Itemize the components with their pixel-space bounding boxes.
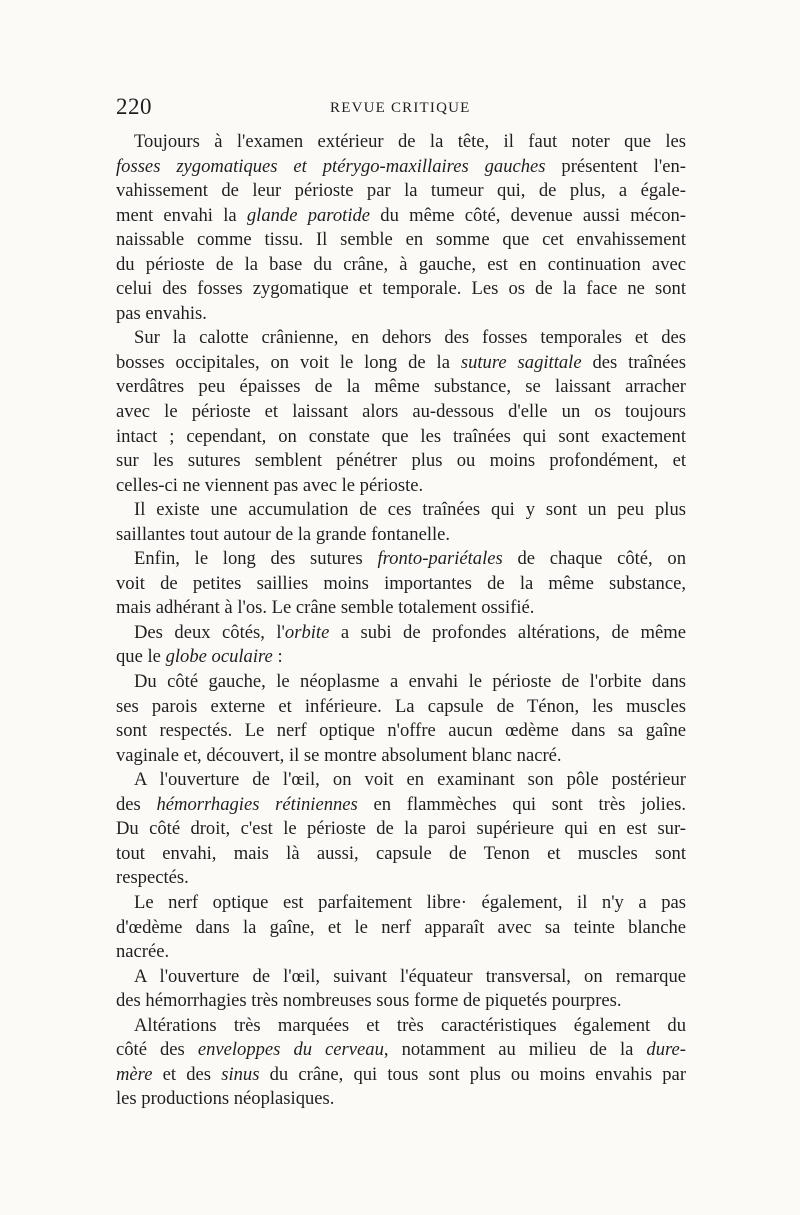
text-line: celles-ci ne viennent pas avec le périoste.: [116, 474, 424, 496]
text-line: Le nerf optique est parfaitement libre· également, il n'y a pas: [134, 891, 686, 913]
running-head: REVUE CRITIQUE: [330, 100, 471, 116]
text-line: mais adhérant à l'os. Le crâne semble totalement ossifié.: [116, 597, 535, 619]
text-line: fosses zygomatiques et ptérygo-maxillaires gauches présentent l'en-: [116, 155, 686, 177]
text-line: Toujours à l'examen extérieur de la tête, il faut noter que les: [134, 131, 686, 152]
text-line: verdâtres peu épaisses de la même substance, se laissant arracher: [116, 376, 686, 398]
text-line: du périoste de la base du crâne, à gauche, est en continuation avec: [116, 253, 686, 275]
text-line: nacrée.: [116, 941, 170, 963]
text-line: voit de petites saillies moins importantes de la même substance,: [116, 572, 686, 594]
text-line: Il existe une accumulation de ces traînées qui y sont un peu plus: [134, 499, 686, 521]
text-line: les productions néoplasiques.: [116, 1088, 335, 1110]
page-number: 220: [116, 94, 152, 119]
text-line: tout envahi, mais là aussi, capsule de Tenon et muscles sont: [116, 842, 686, 864]
text-line: Sur la calotte crânienne, en dehors des fosses temporales et des: [134, 327, 686, 349]
text-line: d'œdème dans la gaîne, et le nerf apparaît avec sa teinte blanche: [116, 916, 686, 938]
body-text: [116, 130, 686, 1112]
text-line: A l'ouverture de l'œil, suivant l'équateur transversal, on remarque: [134, 965, 686, 987]
text-line: vaginale et, découvert, il se montre absolument blanc nacré.: [116, 744, 562, 766]
text-line: Du côté gauche, le néoplasme a envahi le périoste de l'orbite dans: [134, 671, 686, 693]
text-line: intact ; cependant, on constate que les traînées qui sont exactement: [116, 425, 686, 447]
text-line: ses parois externe et inférieure. La capsule de Ténon, les muscles: [116, 695, 686, 717]
text-line: que le globe oculaire :: [116, 646, 283, 668]
text-line: mère et des sinus du crâne, qui tous sont plus ou moins envahis par: [116, 1063, 687, 1085]
text-line: celui des fosses zygomatique et temporale. Les os de la face ne sont: [116, 278, 686, 300]
text-line: côté des enveloppes du cerveau, notamment au milieu de la dure-: [116, 1039, 686, 1061]
text-line: vahissement de leur périoste par la tumeur qui, de plus, a égale-: [116, 180, 686, 202]
text-line: Du côté droit, c'est le périoste de la paroi supérieure qui en est sur-: [116, 818, 686, 840]
text-line: Enfin, le long des sutures fronto-pariétales de chaque côté, on: [134, 548, 686, 570]
text-line: ment envahi la glande parotide du même côté, devenue aussi mécon-: [116, 204, 687, 226]
text-line: respectés.: [116, 867, 189, 889]
text-line: des hémorrhagies rétiniennes en flammèches qui sont très jolies.: [116, 793, 686, 815]
text-line: Des deux côtés, l'orbite a subi de profondes altérations, de même: [134, 621, 686, 643]
text-line: sur les sutures semblent pénétrer plus ou moins profondément, et: [116, 450, 686, 472]
text-line: bosses occipitales, on voit le long de la suture sagittale des traînées: [116, 351, 686, 373]
text-line: naissable comme tissu. Il semble en somme que cet envahissement: [116, 229, 686, 251]
text-line: A l'ouverture de l'œil, on voit en examinant son pôle postérieur: [134, 769, 686, 791]
text-line: pas envahis.: [116, 302, 207, 324]
page-header: [116, 94, 686, 124]
text-line: Altérations très marquées et très caractéristiques également du: [134, 1014, 686, 1036]
text-line: des hémorrhagies très nombreuses sous forme de piquetés pourpres.: [116, 990, 622, 1012]
text-line: saillantes tout autour de la grande fontanelle.: [116, 523, 451, 545]
text-line: avec le périoste et laissant alors au-dessous d'elle un os toujours: [116, 401, 686, 423]
text-line: sont respectés. Le nerf optique n'offre aucun œdème dans sa gaîne: [116, 720, 686, 742]
